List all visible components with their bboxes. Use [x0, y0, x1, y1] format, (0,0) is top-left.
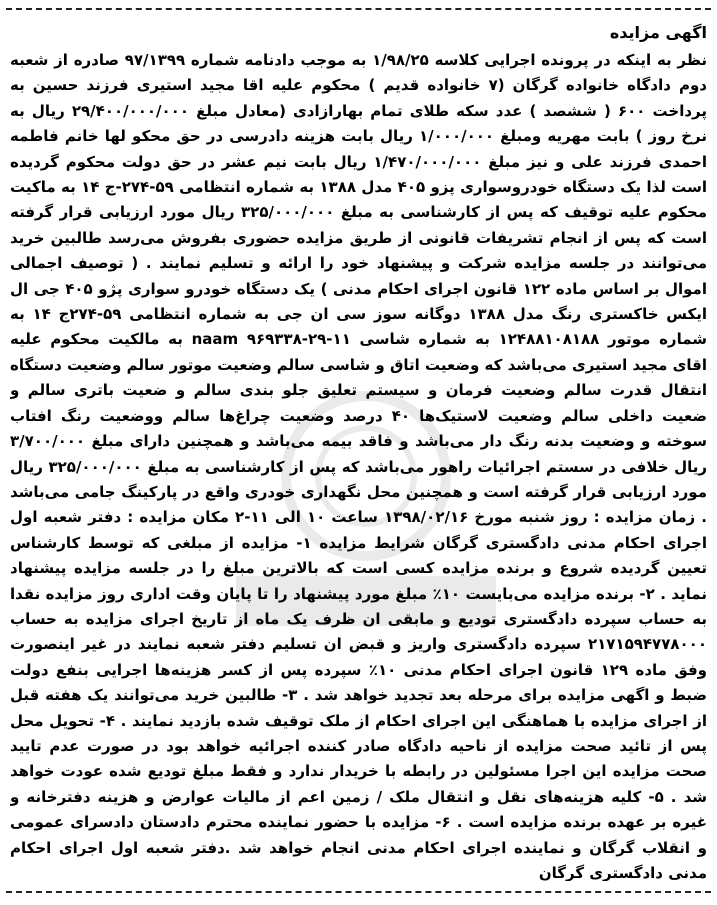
notice-content: [10, 20, 707, 881]
bottom-dashed-divider: [6, 891, 711, 893]
notice-body: نظر به اینکه در پرونده اجرایی کلاسه ۱/۹۸/۲۵ به موجب دادنامه شماره ۹۷/۱۳۹۹ صادره از شعبه دوم دادگاه خانواده گرگان (۷ خانواده قدیم ) محکوم علیه اقا مجید استیری فرزند حسین به پرداخت ۶۰۰ ( ششصد ) عدد سکه طلای تمام بهارازادی (معادل مبلغ ۲۹/۴۰۰/۰۰۰/۰۰۰ ریال به نرخ روز ) بابت مهریه ومبلغ ۱/۰۰۰/۰۰۰ ریال بابت هزینه دادرسی در حق محکو لها خانم فاطمه احمدی فرزند علی و نیز مبلغ ۱/۴۷۰/۰۰۰/۰۰۰ ریال بابت نیم عشر در حق دولت محکوم گردیده است لذا یک دستگاه خودروسواری پزو ۴۰۵ مدل ۱۳۸۸ به شماره انتظامی ۵۹-۲۷۴-ج ۱۴ به ماکیت محکوم علیه توقیف که پس از کارشناسی به مبلغ ۳۲۵/۰۰۰/۰۰۰ ریال مورد ارزیابی قرار گرفته است که پس از انجام تشریفات قانونی از طریق مزایده حضوری بفروش می‌رسد طالبین خرید می‌توانند در جلسه مزایده شرکت و پیشنهاد خود را ارائه و تسلیم نمایند . ( توصیف اجمالی اموال بر اساس ماده ۱۲۲ قانون اجرای احکام مدنی ) یک دستگاه خودرو سواری پژو ۴۰۵ جی ال ایکس خاکستری رنگ مدل ۱۳۸۸ دوگانه سوز سی ان جی به شماره انتظامی ۵۹-۲۷۴ج ۱۴ به شماره موتور ۱۲۴۸۸۱۰۸۱۸۸ به شماره شاسی naam ۹۶۹۳۳۸-۲۹-۱۱ به مالکیت محکوم علیه اقای مجید استیری می‌باشد که وضعیت اتاق و شاسی سالم وضعیت موتور سالم وضعیت دستگاه انتقال قدرت سالم وضعیت فرمان و سیستم تعلیق جلو بندی سالم و ضعیت باتری سالم و ضعیت داخلی سالم وضعیت لاستیک‌ها ۴۰ درصد وضعیت چراغ‌ها سالم ووضعیت رنگ افتاب سوخته و وضعیت بدنه رنگ دار می‌باشد و فاقد بیمه می‌باشد و همچنین دارای مبلغ ۳/۷۰۰/۰۰۰ ریال خلافی در سستم اجرائیات راهور می‌باشد که پس از کارشناسی به مبلغ ۳۲۵/۰۰۰/۰۰۰ ریال مورد ارزیابی قرار گرفته است و همچنین محل نگهداری خودری واقع در پارکینگ جامی می‌باشد . زمان مزایده : روز شنبه مورخ ۱۳۹۸/۰۲/۱۶ ساعت ۱۰ الی ۱۱-۲ مکان مزایده : دفتر شعبه اول اجرای احکام مدنی دادگستری گرگان شرایط مزایده ۱- مزایده از مبلغی که توسط کارشناس تعیین گردیده شروع و برنده مزایده کسی است که بالاترین مبلغ را در جلسه مزایده پیشنهاد نماید . ۲- برنده مزایده می‌بایست ۱۰٪ مبلغ مورد پیشنهاد را تا پایان وقت اداری روز مزایده نقدا به حساب سپرده دادگستری تودیع و مابقی ان ظرف یک ماه از تاریخ اجرای مزایده به حساب ۲۱۷۱۵۹۴۷۷۸۰۰۰ سپرده دادگستری واریز و قبض ان تسلیم دفتر شعبه نمایند در غیر اینصورت وفق ماده ۱۲۹ قانون اجرای احکام مدنی ۱۰٪ سپرده پس از کسر هزینه‌ها اجرایی بنفع دولت ضبط و اگهی مزایده برای مرحله بعد تجدید خواهد شد . ۳- طالبین خرید می‌توانند یک هفته قبل از اجرای مزایده با هماهنگی این اجرای احکام از ملک توقیف شده بازدید نمایند . ۴- تحویل محل پس از تائید صحت مزایده از ناحیه دادگاه صادر کننده اجرائیه خواهد بود در صورت عدم تایید صحت مزایده این اجرا مسئولین در رابطه با خریدار ندارد و فقط مبلغ تودیع شده عودت خواهد شد . ۵- کلیه هزینه‌های نقل و انتقال ملک / زمین اعم از مالیات عوارض و هزینه دفترخانه و غیره بر عهده برنده مزایده است . ۶- مزایده با حضور نماینده محترم دادستان دادسرای عمومی و انقلاب گرگان و نماینده اجرای احکام مدنی انجام خواهد شد .دفتر شعبه اول اجرای احکام مدنی دادگستری گرگان: [10, 51, 707, 881]
notice-title: اگهی مزایده: [609, 23, 707, 42]
notice-page: [6, 6, 711, 899]
top-dashed-divider: [6, 8, 711, 10]
